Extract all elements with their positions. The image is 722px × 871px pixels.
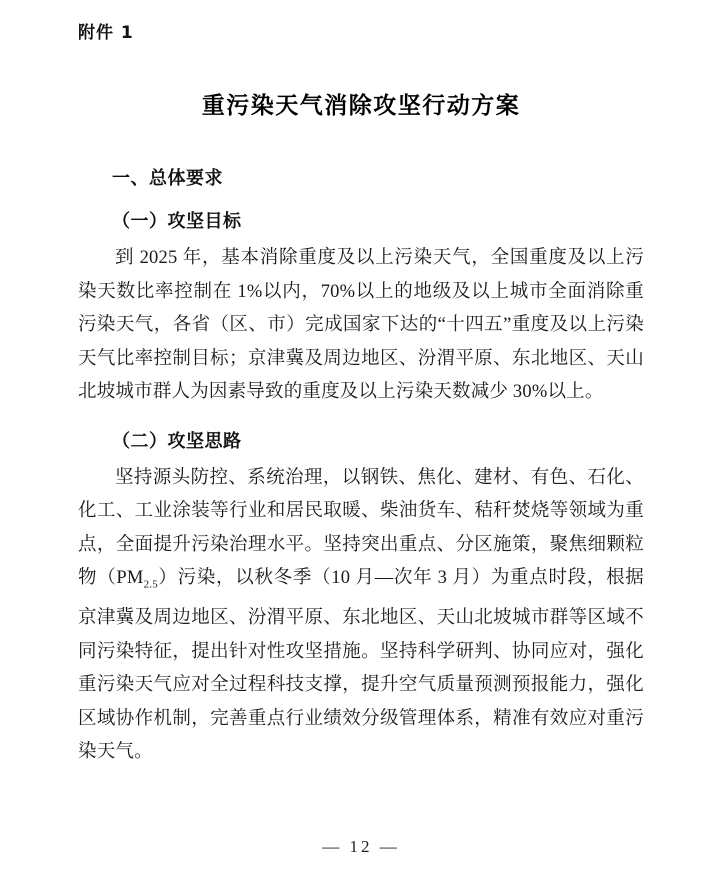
document-page: [0, 18, 722, 871]
subsection-heading-goals: （一）攻坚目标: [112, 211, 242, 232]
paragraph-goals: 到 2025 年，基本消除重度及以上污染天气，全国重度及以上污染天数比率控制在 1%以内，70%以上的地级及以上城市全面消除重污染天气，各省（区、市）完成国家下达的“十四五”重度及以上污染天气比率控制目标；京津冀及周边地区、汾渭平原、东北地区、天山北坡城市群人为因素导致的重度及以上污染天数减少 30%以上。: [78, 248, 644, 402]
page-title: 重污染天气消除攻坚行动方案: [201, 93, 521, 119]
paragraph-approach: [78, 462, 644, 770]
subsection-heading-approach: （二）攻坚思路: [112, 430, 242, 452]
paragraph-approach-part1: 坚持源头防控、系统治理，以钢铁、焦化、建材、有色、石化、化工、工业涂装等行业和居民取暖、柴油货车、秸秆焚烧等领域为重点，全面提升污染治理水平。坚持突出重点、分区施策，聚焦细颗粒物（PM: [78, 467, 644, 588]
paragraph-approach-subscript: 2.5: [143, 578, 158, 591]
attachment-label: 附件 1: [78, 23, 134, 43]
page-number: — 12 —: [322, 837, 400, 856]
section-heading-overall-requirements: 一、总体要求: [112, 168, 223, 189]
paragraph-approach-part2: ）污染，以秋冬季（10 月—次年 3 月）为重点时段，根据京津冀及周边地区、汾渭平原、东北地区、天山北坡城市群等区域不同污染特征，提出针对性攻坚措施。坚持科学研判、协同应对，强化重污染天气应对全过程科技支撑，提升空气质量预测预报能力，强化区域协作机制，完善重点行业绩效分级管理体系，精准有效应对重污染天气。: [78, 568, 644, 763]
